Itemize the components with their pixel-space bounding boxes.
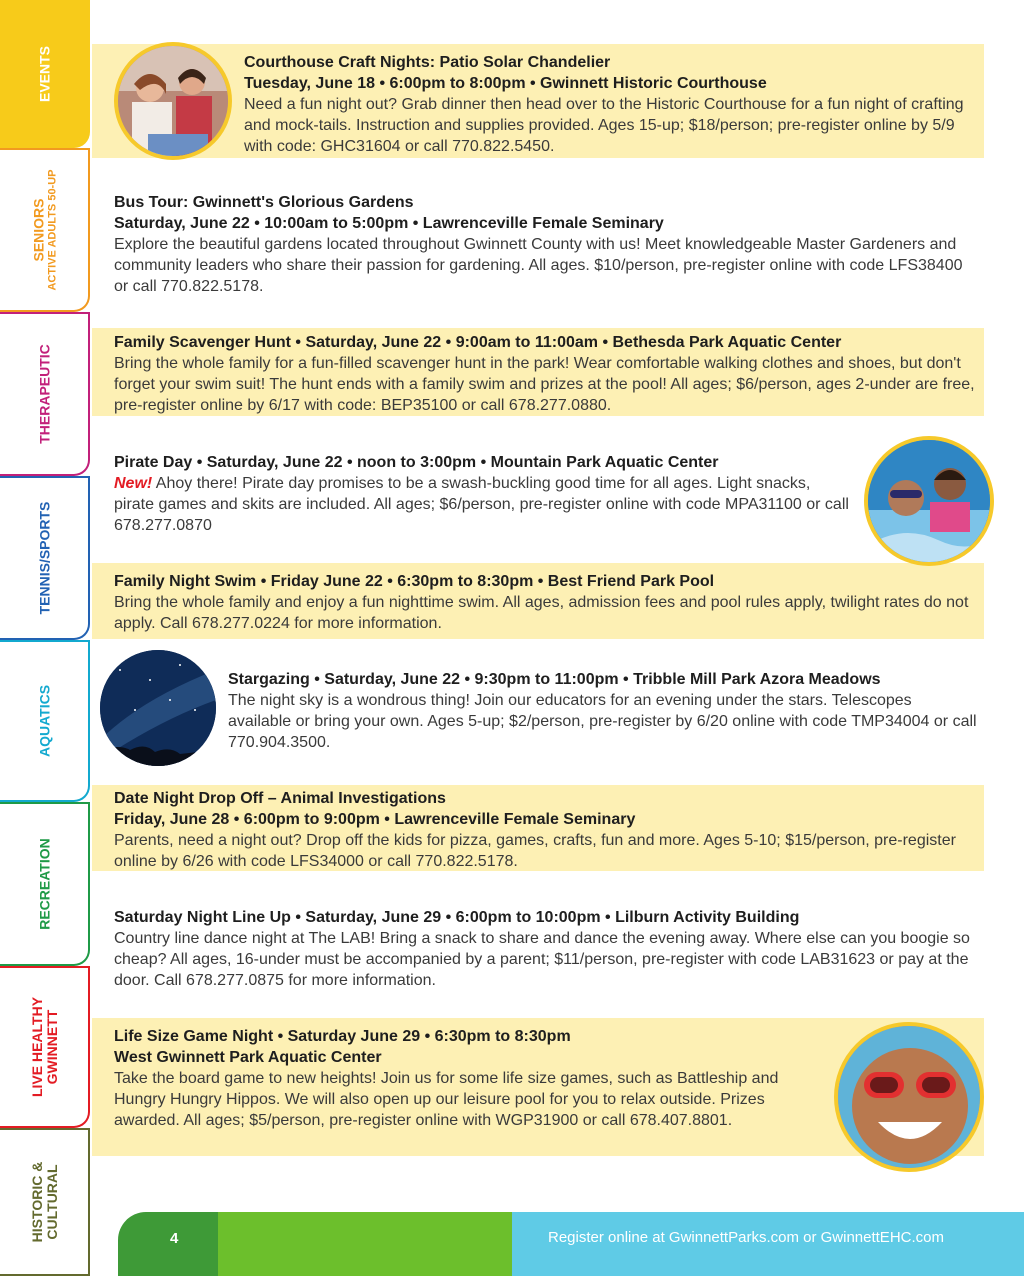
night-sky-photo [100, 650, 216, 766]
event-listing [114, 332, 976, 416]
kid-goggles-photo [834, 1022, 984, 1172]
tab-label: LIVE HEALTHY GWINNETT [29, 996, 60, 1098]
event-listing [244, 52, 974, 157]
tab-label: THERAPEUTIC [36, 344, 53, 444]
event-title: Family Night Swim • Friday June 22 • 6:30pm to 8:30pm • Best Friend Park Pool [114, 573, 715, 590]
event-description: Need a fun night out? Grab dinner then head over to the Historic Courthouse for a fun night of crafting and mock-tails. Instruction and supplies provided. Ages 15-up; $18/person; pre-register online by 5/9 with code: GHC31604 or call 770.822.5450. [244, 96, 964, 155]
event-description: Take the board game to new heights! Join us for some life size games, such as Battleship and Hungry Hungry Hippos. We will also open up our leisure pool for you to relax outside. Prizes awarded. All ages; $5/person, pre-register online with WGP31900 or call 678.407.8801. [114, 1070, 779, 1129]
event-description: Bring the whole family and enjoy a fun nighttime swim. All ages, admission fees and pool rules apply, twilight rates do not apply. Call 678.277.0224 for more information. [114, 594, 969, 632]
event-title: Pirate Day • Saturday, June 22 • noon to 3:00pm • Mountain Park Aquatic Center [114, 454, 719, 471]
event-title: Bus Tour: Gwinnett's Glorious Gardens [114, 194, 414, 211]
event-description: Bring the whole family for a fun-filled scavenger hunt in the park! Wear comfortable walking clothes and shoes, but don't forget your swim suit! The hunt ends with a family swim and prizes at the pool! All ages; $6/person, ages 2-under are free, pre-register online by 6/17 with code: BEP35100 or call 678.277.0880. [114, 355, 975, 414]
tab-therapeutic[interactable] [0, 312, 90, 476]
event-details: Friday, June 28 • 6:00pm to 9:00pm • Lawrenceville Female Seminary [114, 811, 636, 828]
tab-label: TENNIS/SPORTS [36, 501, 53, 615]
section-tabs [0, 0, 92, 1276]
event-description: Ahoy there! Pirate day promises to be a swash-buckling good time for all ages. Light snacks, pirate games and skits are included. All ages; $6/person, pre-register online with code MPA31100 or call 678.277.0870 [114, 475, 849, 534]
tab-tennis-sports[interactable] [0, 476, 90, 640]
tab-aquatics[interactable] [0, 640, 90, 802]
event-details: Saturday, June 22 • 10:00am to 5:00pm • Lawrenceville Female Seminary [114, 215, 664, 232]
tab-events[interactable] [0, 0, 90, 148]
tab-historic-cultural[interactable] [0, 1128, 90, 1276]
event-details: Tuesday, June 18 • 6:00pm to 8:00pm • Gwinnett Historic Courthouse [244, 75, 767, 92]
page-number: 4 [170, 1230, 179, 1247]
tab-label: RECREATION [36, 838, 53, 930]
event-title: Family Scavenger Hunt • Saturday, June 22 • 9:00am to 11:00am • Bethesda Park Aquatic Center [114, 334, 842, 351]
new-badge: New! [114, 475, 153, 492]
event-description: The night sky is a wondrous thing! Join our educators for an evening under the stars. Telescopes available or bring your own. Ages 5-up; $2/person, pre-register by 6/20 online with code TMP34004 or call 770.904.3500. [228, 692, 977, 751]
event-title: Stargazing • Saturday, June 22 • 9:30pm to 11:00pm • Tribble Mill Park Azora Meadows [228, 671, 881, 688]
footer-bar-green [218, 1212, 512, 1276]
register-online-link[interactable]: Register online at GwinnettParks.com or GwinnettEHC.com [548, 1229, 944, 1246]
event-title: Life Size Game Night • Saturday June 29 • 6:30pm to 8:30pm [114, 1028, 571, 1045]
event-description: Country line dance night at The LAB! Bring a snack to share and dance the evening away. Where else can you boogie so cheap? All ages, 16-under must be accompanied by a parent; $11/person, pre-register with code LAB31623 or pay at the door. Call 678.277.0875 for more information. [114, 930, 970, 989]
event-listing [228, 669, 978, 753]
tab-seniors[interactable] [0, 148, 90, 312]
footer-bar-dark-green [118, 1212, 218, 1276]
tab-live-healthy[interactable] [0, 966, 90, 1128]
tab-label: HISTORIC & CULTURAL [29, 1161, 60, 1243]
tab-label: SENIORS ACTIVE ADULTS 50-UP [30, 169, 59, 291]
event-description: Parents, need a night out? Drop off the kids for pizza, games, crafts, fun and more. Ages 5-10; $15/person, pre-register online by 6/26 with code LFS34000 or call 770.822.5178. [114, 832, 956, 870]
tab-label: AQUATICS [36, 684, 53, 758]
event-description: Explore the beautiful gardens located throughout Gwinnett County with us! Meet knowledgeable Master Gardeners and community leaders who share their passion for gardening. All ages. $10/person, pre-register online with code LFS38400 or call 770.822.5178. [114, 236, 963, 295]
swimming-kids-photo [864, 436, 994, 566]
crafting-photo [114, 42, 232, 160]
event-listing [114, 571, 976, 634]
event-details: West Gwinnett Park Aquatic Center [114, 1049, 382, 1066]
event-title: Date Night Drop Off – Animal Investigations [114, 790, 446, 807]
event-listing [114, 192, 976, 297]
event-title: Saturday Night Line Up • Saturday, June 29 • 6:00pm to 10:00pm • Lilburn Activity Building [114, 909, 800, 926]
event-listing [114, 1026, 814, 1131]
tab-recreation[interactable] [0, 802, 90, 966]
event-title: Courthouse Craft Nights: Patio Solar Chandelier [244, 54, 611, 71]
event-listing [114, 452, 854, 536]
event-listing [114, 788, 976, 872]
tab-label: EVENTS [36, 45, 53, 103]
event-listing [114, 907, 976, 991]
